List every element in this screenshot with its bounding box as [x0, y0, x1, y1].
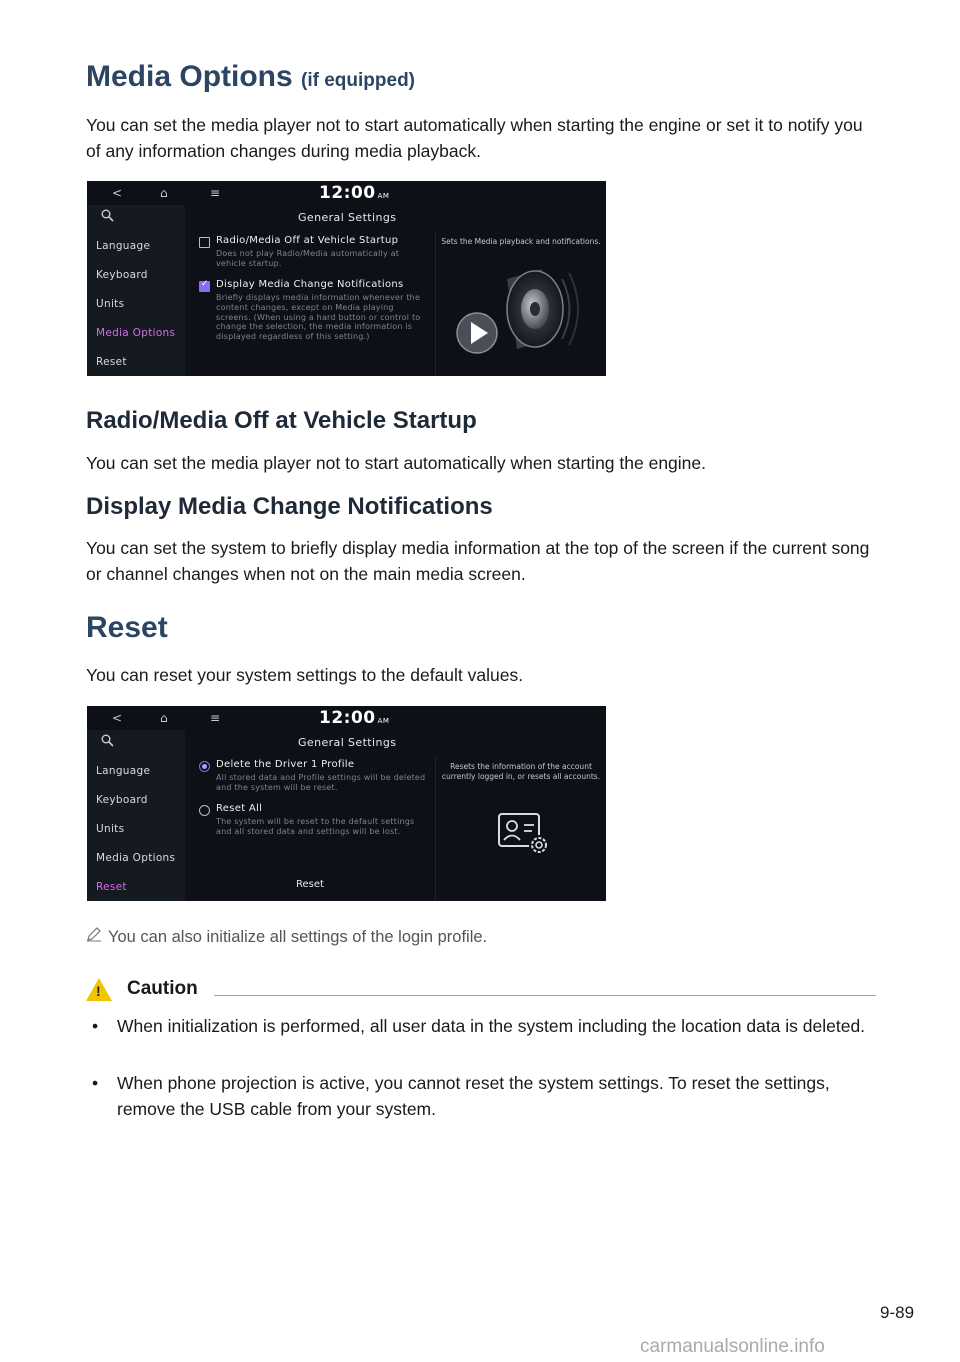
option-description: Does not play Radio/Media automatically at vehicle startup.: [216, 249, 400, 268]
sidebar-item-language[interactable]: Language: [96, 765, 151, 777]
media-options-screenshot: [87, 181, 606, 376]
divider: [435, 231, 436, 376]
radio-selected[interactable]: [199, 761, 210, 772]
section-title-media-options: [86, 60, 415, 94]
option-label: Radio/Media Off at Vehicle Startup: [216, 235, 399, 246]
info-text: Resets the information of the account currently logged in, or resets all accounts.: [441, 762, 601, 781]
section-intro: You can set the media player not to start automatically when starting the engine or set it to notify you of any information changes during media playback.: [86, 115, 863, 161]
settings-sidebar: [87, 205, 185, 376]
subsection-title-display-notifications: Display Media Change Notifications: [86, 493, 493, 520]
clock-ampm: AM: [377, 192, 390, 200]
screen-title: General Settings: [298, 211, 397, 224]
sidebar-item-keyboard[interactable]: Keyboard: [96, 794, 148, 806]
option-label: Delete the Driver 1 Profile: [216, 759, 355, 770]
subsection-title-radio-media-off: Radio/Media Off at Vehicle Startup: [86, 407, 477, 434]
bullet-dot: •: [92, 1016, 99, 1036]
search-icon[interactable]: [101, 209, 114, 226]
caution-header: [86, 978, 876, 1004]
subsection-text: You can set the system to briefly display media information at the top of the screen if the current song or channel changes when not on the main media screen.: [86, 538, 870, 584]
bullet-text: When initialization is performed, all user data in the system including the location data is deleted.: [117, 1016, 866, 1036]
menu-icon[interactable]: ≡: [210, 711, 221, 725]
section-title-text: Media Options: [86, 60, 293, 93]
watermark: carmanualsonline.info: [640, 1336, 825, 1357]
sidebar-item-reset[interactable]: Reset: [96, 881, 127, 893]
speaker-play-icon: [447, 259, 597, 371]
clock: [319, 183, 389, 203]
home-icon[interactable]: ⌂: [160, 186, 168, 200]
checkbox[interactable]: [199, 237, 210, 248]
sidebar-item-units[interactable]: Units: [96, 298, 125, 310]
page-number: 9-89: [880, 1303, 915, 1322]
menu-icon[interactable]: ≡: [210, 186, 221, 200]
reset-button[interactable]: Reset: [296, 879, 324, 890]
section-title-suffix: (if equipped): [301, 70, 416, 91]
caution-divider: [214, 995, 876, 996]
caution-title: Caution: [127, 978, 198, 999]
home-icon[interactable]: ⌂: [160, 711, 168, 725]
bullet-text: When phone projection is active, you cannot reset the system settings. To reset the settings, remove the USB cable from your system.: [117, 1073, 830, 1119]
warning-exclamation: !: [96, 983, 101, 999]
note-text: You can also initialize all settings of the login profile.: [108, 928, 488, 946]
checkbox-checked[interactable]: [199, 281, 210, 292]
sidebar-item-units[interactable]: Units: [96, 823, 125, 835]
sidebar-item-keyboard[interactable]: Keyboard: [96, 269, 148, 281]
status-bar: [87, 706, 606, 730]
option-description: Briefly displays media information whenever the content changes, except on Media playing screens. (When using a hard button or control to change the selection, the media information is displayed regardless of this setting.): [216, 293, 421, 342]
clock-time: 12:00: [319, 708, 376, 728]
note: [86, 926, 487, 947]
profile-settings-icon: [497, 810, 553, 858]
settings-sidebar: [87, 730, 185, 901]
pencil-icon: [86, 926, 108, 947]
search-icon[interactable]: [101, 734, 114, 751]
section-intro: You can reset your system settings to the default values.: [86, 665, 524, 685]
caution-bullet: [92, 1070, 876, 1122]
caution-bullet: [92, 1013, 876, 1039]
section-title-reset: Reset: [86, 611, 168, 644]
sidebar-item-media-options[interactable]: Media Options: [96, 327, 176, 339]
divider: [435, 756, 436, 901]
sidebar-item-language[interactable]: Language: [96, 240, 151, 252]
option-label: Reset All: [216, 803, 263, 814]
sidebar-item-reset[interactable]: Reset: [96, 356, 127, 368]
option-description: The system will be reset to the default settings and all stored data and settings will be lost.: [216, 817, 415, 836]
info-text: Sets the Media playback and notifications.: [441, 237, 601, 246]
bullet-dot: •: [92, 1073, 99, 1093]
sidebar-item-media-options[interactable]: Media Options: [96, 852, 176, 864]
option-label: Display Media Change Notifications: [216, 279, 404, 290]
back-icon[interactable]: <: [112, 186, 123, 200]
option-description: All stored data and Profile settings will be deleted and the system will be reset.: [216, 773, 426, 792]
subsection-text: You can set the media player not to start automatically when starting the engine.: [86, 453, 707, 473]
reset-screenshot: [87, 706, 606, 901]
clock: [319, 708, 389, 728]
back-icon[interactable]: <: [112, 711, 123, 725]
clock-time: 12:00: [319, 183, 376, 203]
status-bar: [87, 181, 606, 205]
screen-title: General Settings: [298, 736, 397, 749]
clock-ampm: AM: [377, 717, 390, 725]
radio[interactable]: [199, 805, 210, 816]
